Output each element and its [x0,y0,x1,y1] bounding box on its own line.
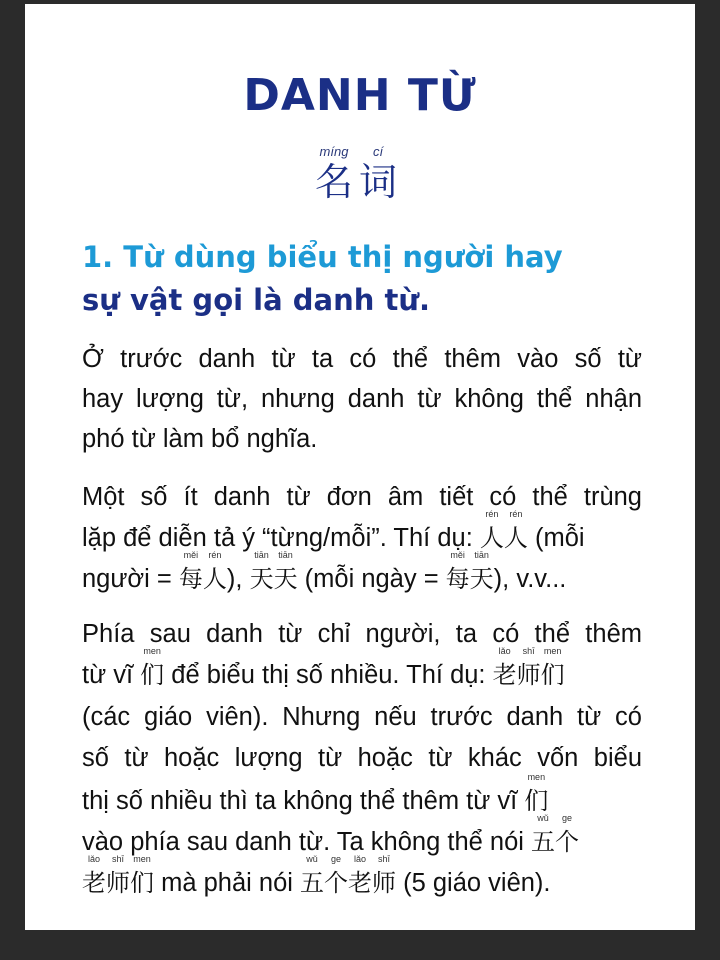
ruby-char [524,772,549,816]
hanzi: 词 [358,160,397,204]
hanzi: 五 [300,869,325,897]
hanzi: 人 [479,524,504,552]
paragraph-3-line: (các giáo viên). Nhưng nếu trước danh từ có [82,703,642,731]
ruby-char [469,550,494,594]
pinyin: cí [372,144,384,159]
paragraph-3-line: số từ hoặc lượng từ hoặc từ khác vốn biểu [82,744,642,772]
paragraph-3-line [82,772,642,816]
text-run: người = [82,565,179,593]
text-run: lặp để diễn tả ý “từng/mỗi”. Thí dụ: [82,524,480,552]
hanzi: 老 [492,661,517,689]
document-page [25,4,695,930]
pinyin: rén [208,550,222,560]
ruby-char [531,813,556,857]
pinyin: tiān [254,550,269,560]
ruby-char [324,854,349,898]
paragraph-1-line: phó từ làm bổ nghĩa. [82,425,318,453]
pinyin: shī [111,854,124,864]
hanzi: 人 [202,565,227,593]
ruby-char [82,854,106,898]
hanzi: 们 [130,869,154,897]
ruby-char [445,550,470,594]
text-run: từ vĩ [82,661,141,689]
pinyin: míng [319,144,349,159]
ruby-char [540,646,565,690]
hanzi: 师 [516,661,541,689]
hanzi: 个 [324,869,349,897]
chinese-char [312,144,356,204]
pinyin: ge [562,813,573,823]
pinyin: ge [331,854,342,864]
text-run: (5 giáo viên). [396,869,551,897]
ruby-char [555,813,580,857]
hanzi: 天 [273,565,298,593]
text-run: (mỗi ngày = [297,565,446,593]
paragraph-2-line: Một số ít danh từ đơn âm tiết có thể trùng [82,483,642,511]
heading-line-1: 1. Từ dùng biểu thị người hay [82,240,563,274]
pinyin: men [143,646,161,656]
hanzi: 老 [348,869,373,897]
text-run: vào phía sau danh từ. Ta không thể nói [82,828,532,856]
ruby-char [492,646,517,690]
paragraph-2-line [82,509,642,553]
heading-line-2: sự vật gọi là danh từ. [82,283,430,317]
pinyin: lǎo [87,854,100,864]
pinyin: men [543,646,562,656]
section-heading [82,236,672,322]
page-title: DANH TỪ [243,70,477,121]
hanzi: 们 [540,661,565,689]
paragraph-3-line [82,813,642,857]
pinyin: men [133,854,151,864]
ruby-char [503,509,528,553]
pinyin: tiān [474,550,489,560]
pinyin: rén [485,509,499,519]
hanzi: 们 [524,787,549,815]
ruby-char [348,854,373,898]
hanzi: 名 [314,160,353,204]
hanzi: 个 [555,828,580,856]
ruby-char [516,646,541,690]
ruby-char [249,550,274,594]
ruby-char [178,550,203,594]
ruby-char [130,854,154,898]
pinyin: wǔ [537,813,549,823]
hanzi: 师 [372,869,397,897]
pinyin: shī [378,854,391,864]
pinyin: wǔ [306,854,318,864]
pinyin: lǎo [354,854,367,864]
pinyin: měi [183,550,199,560]
ruby-char [202,550,227,594]
hanzi: 每 [178,565,203,593]
hanzi: 天 [469,565,494,593]
hanzi: 们 [140,661,165,689]
paragraph-3-line [82,646,642,690]
ruby-char [300,854,325,898]
pinyin: tiān [278,550,293,560]
ruby-char [140,646,165,690]
paragraph-3-line: Phía sau danh từ chỉ người, ta có thể thêm [82,620,642,648]
hanzi: 天 [249,565,274,593]
pinyin: men [527,772,546,782]
pinyin: lǎo [498,646,511,656]
hanzi: 每 [445,565,470,593]
hanzi: 老 [82,869,106,897]
hanzi: 人 [503,524,528,552]
text-run: ), [226,565,250,593]
pinyin: rén [509,509,523,519]
pinyin: shī [522,646,535,656]
paragraph-3-line [82,854,642,898]
ruby-char [372,854,397,898]
hanzi: 师 [106,869,130,897]
text-run: ), v.v... [493,565,567,593]
chinese-char [356,144,400,204]
text-run: để biểu thị số nhiều. Thí dụ: [164,661,493,689]
ruby-char [479,509,504,553]
hanzi: 五 [531,828,556,856]
text-run: (mỗi [527,524,585,552]
ruby-char [273,550,298,594]
ruby-char [106,854,130,898]
text-run: mà phải nói [154,869,301,897]
paragraph-2-line [82,550,642,594]
paragraph-1-line: hay lượng từ, nhưng danh từ không thể nhận [82,385,642,413]
paragraph-1-line: Ở trước danh từ ta có thể thêm vào số từ [82,345,642,373]
text-run: thị số nhiều thì ta không thể thêm từ vĩ [82,787,525,815]
chinese-word-mingci [312,144,412,204]
pinyin: měi [450,550,465,560]
